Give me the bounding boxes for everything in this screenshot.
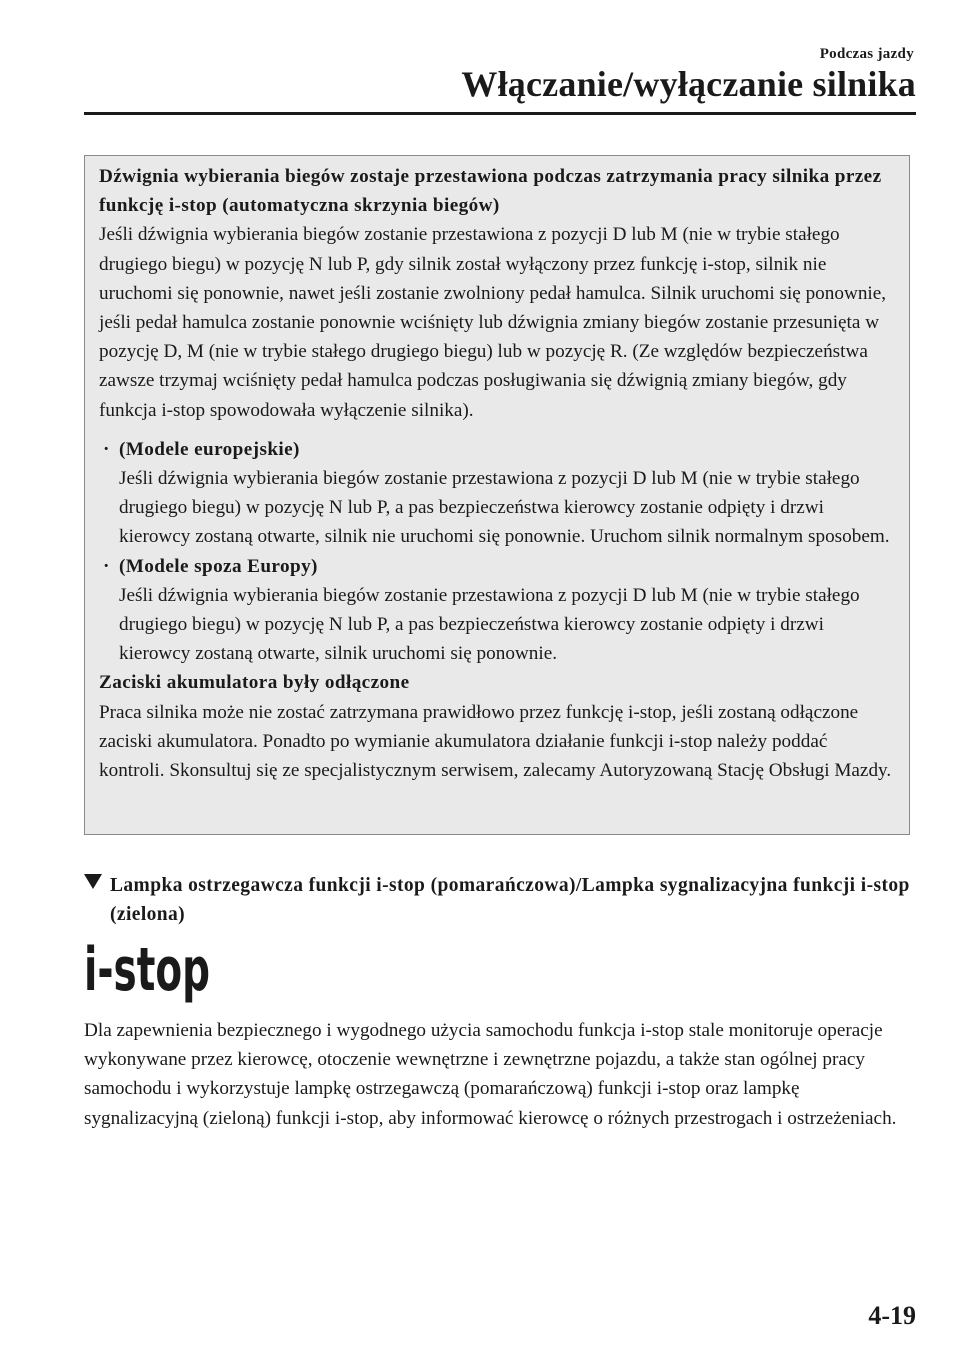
triangle-down-icon — [84, 874, 102, 889]
bullet-title: (Modele europejskie) — [119, 438, 300, 460]
bullet-item-non-european — [99, 552, 893, 669]
notice-paragraph-battery: Praca silnika może nie zostać zatrzymana prawidłowo przez funkcję i-stop, jeśli zostaną odłączone zaciski akumulatora. Ponadto po wymianie akumulatora działanie funkcji i-stop należy poddać kontroli. Skonsultuj się ze specjalistycznym serwisem, zalecamy Autoryzowaną Stację Obsługi Mazdy. — [99, 701, 892, 782]
istop-icon — [84, 930, 212, 1004]
notice-heading-battery: Zaciski akumulatora były odłączone — [99, 672, 410, 694]
chapter-name: Podczas jazdy — [819, 46, 914, 62]
page-number: 4-19 — [868, 1301, 916, 1330]
section-heading — [84, 871, 910, 929]
section-heading-text: Lampka ostrzegawcza funkcji i-stop (pomarańczowa)/Lampka sygnalizacyjna funkcji i-stop (zielona) — [110, 875, 910, 925]
bullet-text: Jeśli dźwignia wybierania biegów zostanie przestawiona z pozycji D lub M (nie w trybie stałego drugiego biegu) w pozycję N lub P, a pas bezpieczeństwa kierowcy zostanie odpięty i drzwi kierowcy zostaną otwarte, silnik nie uruchomi się ponownie. Uruchom silnik normalnym sposobem. — [119, 468, 890, 548]
notice-paragraph-gear-lever: Jeśli dźwignia wybierania biegów zostanie przestawiona z pozycji D lub M (nie w trybie stałego drugiego biegu) w pozycję N lub P, gdy silnik został wyłączony przez funkcję i-stop, silnik nie uruchomi się ponownie, nawet jeśli zostanie zwolniony pedał hamulca. Silnik uruchomi się ponownie, jeśli pedał hamulca zostanie ponownie wciśnięty lub dźwignia zmiany biegów zostanie przesunięta w pozycję D, M (nie w trybie stałego drugiego biegu) lub w pozycję R. (Ze względów bezpieczeństwa zawsze trzymaj wciśnięty pedał hamulca podczas posługiwania się dźwignią zmiany biegów, gdy funkcja i-stop spowodowała wyłączenie silnika). — [99, 224, 887, 421]
bullet-title: (Modele spoza Europy) — [119, 555, 318, 577]
page-title: Włączanie/wyłączanie silnika — [461, 64, 916, 104]
bullet-item-european — [99, 435, 893, 552]
bullet-text: Jeśli dźwignia wybierania biegów zostanie przestawiona z pozycji D lub M (nie w trybie stałego drugiego biegu) w pozycję N lub P, a pas bezpieczeństwa kierowcy zostanie odpięty i drzwi kierowcy zostaną otwarte, silnik uruchomi się ponownie. — [119, 584, 860, 665]
notice-box — [84, 155, 910, 835]
section-body-paragraph: Dla zapewnienia bezpiecznego i wygodnego użycia samochodu funkcja i-stop stale monitoruje operacje wykonywane przez kierowcę, otoczenie wewnętrzne i zewnętrzne pojazdu, a także stan ogólnej pracy samochodu i wykorzystuje lampkę ostrzegawczą (pomarańczową) funkcji i-stop oraz lampkę sygnalizacyjną (zieloną) funkcji i-stop, aby informować kierowcę o różnych przestrogach i ostrzeżeniach. — [84, 1020, 897, 1129]
bullet-dot-icon: · — [103, 555, 110, 577]
bullet-list — [99, 435, 893, 669]
header-divider — [84, 112, 916, 115]
istop-icon-label: i-stop — [84, 935, 210, 1005]
notice-heading-gear-lever: Dźwignia wybierania biegów zostaje przestawiona podczas zatrzymania pracy silnika przez funkcję i-stop (automatyczna skrzynia biegów) — [99, 166, 882, 217]
bullet-dot-icon: · — [103, 438, 110, 460]
